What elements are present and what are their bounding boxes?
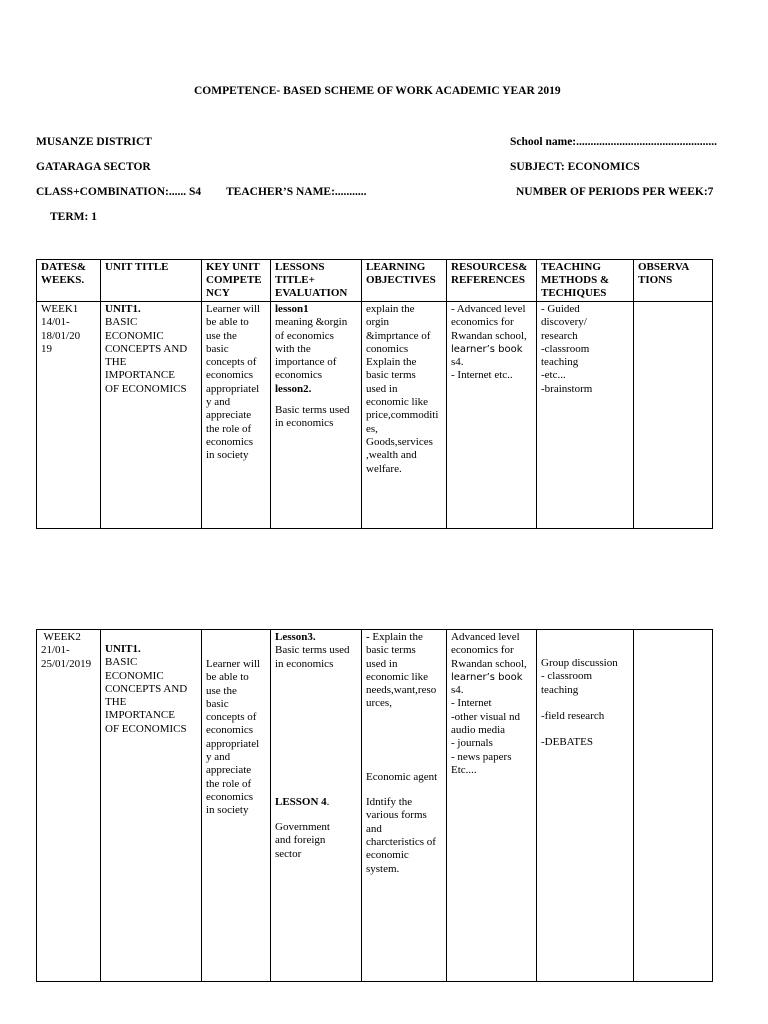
text-line: the role of (206, 422, 252, 435)
cell-unit-title (101, 630, 202, 982)
text-block (541, 261, 629, 300)
text-line: teaching (541, 356, 579, 369)
text-line: CONCEPTS AND (105, 342, 188, 355)
text-block (105, 316, 197, 396)
text-line: 18/01/20 (41, 329, 81, 342)
text-line: OF ECONOMICS (105, 722, 187, 735)
text-line: economics (206, 435, 254, 448)
learners-book-text: learner’s book (451, 671, 523, 683)
text-line: 21/01- (41, 644, 70, 657)
table-row (37, 630, 713, 982)
text-line: Basic terms used (275, 644, 350, 657)
text-block (451, 684, 532, 777)
table-header-row (37, 260, 713, 302)
text-line: be able to (206, 316, 249, 329)
text-line: basic terms (366, 369, 416, 382)
text-block (275, 821, 357, 861)
text-line: in economics (275, 657, 334, 670)
text-line: Idntify the (366, 796, 413, 809)
text-line: ECONOMIC (105, 669, 164, 682)
objective-dash: - (366, 631, 370, 643)
text-block (366, 261, 442, 287)
text-line: y and (206, 751, 231, 764)
text-line: orgin (366, 316, 390, 329)
header-dates-weeks (37, 260, 101, 302)
text-line: THE (105, 356, 127, 369)
cell-objectives (362, 630, 447, 982)
text-line: ECONOMIC (105, 329, 164, 342)
header-observations (634, 260, 713, 302)
text-block (366, 303, 442, 476)
lesson4-dot: . (326, 795, 330, 808)
scheme-table-week2 (36, 629, 713, 982)
cell-lessons (271, 630, 362, 982)
cell-key-competency (202, 302, 271, 529)
text-block (451, 303, 532, 343)
text-block (41, 261, 96, 287)
lesson3-title: Lesson3. (275, 631, 316, 643)
text-line: TIONS (638, 274, 673, 286)
cell-observations (634, 302, 713, 529)
header-resources-references (447, 260, 537, 302)
text-line: METHODS & (541, 274, 610, 286)
text-line: BASIC (105, 316, 138, 329)
text-line: LESSONS (275, 261, 325, 273)
text-line: concepts of (206, 711, 257, 724)
text-block (206, 658, 266, 818)
text-line: 14/01- (41, 316, 70, 329)
header-lessons-title (271, 260, 362, 302)
text-line: needs,want,reso (366, 684, 437, 697)
learners-book-text: learner’s book (451, 343, 523, 355)
header-unit-title (101, 260, 202, 302)
text-block (451, 631, 532, 671)
cell-dates (37, 302, 101, 529)
lesson1-title: lesson1 (275, 303, 309, 315)
objective-first: Explain the (369, 631, 423, 643)
text-line: BASIC (105, 656, 138, 669)
text-line: EVALUATION (275, 287, 348, 299)
text-line: basic (206, 342, 229, 355)
text-line: system. (366, 862, 400, 875)
text-line: economic (366, 849, 409, 862)
text-line: DATES& (41, 261, 87, 273)
text-line: OBJECTIVES (366, 274, 436, 286)
text-line: Goods,services (366, 435, 433, 448)
text-line: appreciate (206, 764, 252, 777)
text-line: economic like (366, 396, 429, 409)
text-line: WEEK2 (41, 631, 81, 643)
header-teaching-methods (537, 260, 634, 302)
subject-label: SUBJECT: ECONOMICS (510, 161, 640, 173)
text-line: with the (275, 342, 311, 355)
text-line: - journals (451, 737, 493, 750)
teaching-field-research: -field research (541, 709, 605, 722)
text-line: CONCEPTS AND (105, 682, 188, 695)
text-line: sector (275, 847, 302, 860)
text-block (105, 656, 197, 736)
text-block (451, 356, 532, 383)
cell-resources (447, 630, 537, 982)
text-line: be able to (206, 671, 249, 684)
text-line: audio media (451, 724, 506, 737)
text-line: economics (275, 369, 323, 382)
text-block (366, 644, 442, 710)
text-line: KEY UNIT (206, 261, 260, 273)
text-line: WEEKS. (41, 274, 85, 286)
text-line: economics (206, 790, 254, 803)
cell-teaching-methods (537, 630, 634, 982)
text-line: UNIT TITLE (105, 261, 169, 273)
table-row (37, 302, 713, 529)
text-line: concepts of (206, 356, 257, 369)
sector-label: GATARAGA SECTOR (36, 161, 151, 173)
text-block (451, 261, 532, 287)
text-block (541, 303, 629, 396)
text-line: in society (206, 804, 249, 817)
text-line: economics (206, 724, 254, 737)
text-block (275, 261, 357, 300)
text-line: IMPORTANCE (105, 709, 175, 722)
text-line: - news papers (451, 750, 512, 763)
lesson2-title: lesson2. (275, 382, 312, 395)
text-line: economics for (451, 316, 514, 329)
cell-key-competency (202, 630, 271, 982)
text-block (275, 644, 357, 671)
text-line: Rwandan school, (451, 329, 527, 342)
text-line: the role of (206, 777, 252, 790)
text-line: - Advanced level (451, 303, 526, 315)
text-line: in society (206, 449, 249, 462)
document-title: COMPETENCE- BASED SCHEME OF WORK ACADEMIC YEAR 2019 (194, 85, 561, 97)
scheme-table-week1 (36, 259, 713, 529)
teacher-name-label: TEACHER’S NAME:........... (226, 186, 367, 198)
text-line: IMPORTANCE (105, 369, 175, 382)
text-line: -other visual nd (451, 710, 521, 723)
text-line: NCY (206, 287, 230, 299)
term-label: TERM: 1 (50, 211, 97, 223)
text-line: &imprtance of (366, 329, 431, 342)
text-line: importance of (275, 356, 337, 369)
cell-unit-title (101, 302, 202, 529)
text-line: es, (366, 422, 378, 435)
text-line: 25/01/2019 (41, 657, 92, 670)
text-line: COMPETE (206, 274, 262, 286)
text-line: RESOURCES& (451, 261, 528, 273)
district-label: MUSANZE DISTRICT (36, 136, 152, 148)
text-line: basic terms (366, 644, 416, 657)
text-block (638, 261, 708, 287)
text-line: s4. (451, 356, 464, 369)
periods-per-week-label: NUMBER OF PERIODS PER WEEK:7 (516, 186, 714, 198)
text-line: used in (366, 657, 398, 670)
objective-economic-agent: Economic agent (366, 770, 438, 783)
text-line: discovery/ (541, 316, 587, 329)
text-line: Group discussion (541, 657, 618, 669)
school-name-label: School name:................................................. (510, 136, 717, 148)
text-line: meaning &orgin (275, 316, 348, 329)
text-line: y and (206, 396, 231, 409)
text-line: appropriatel (206, 382, 260, 395)
text-line: - Internet etc.. (451, 369, 513, 382)
text-line: welfare. (366, 462, 402, 475)
text-line: conomics (366, 342, 409, 355)
text-block (41, 303, 96, 356)
text-line: s4. (451, 684, 464, 697)
text-line: WEEK1 (41, 303, 79, 315)
text-line: urces, (366, 697, 392, 710)
text-line: -brainstorm (541, 382, 593, 395)
text-line: Government (275, 821, 330, 834)
text-line: -etc... (541, 369, 566, 382)
text-line: charcteristics of (366, 835, 436, 848)
text-line: use the (206, 684, 237, 697)
text-block (541, 657, 629, 697)
unit-number: UNIT1. (105, 303, 141, 315)
cell-resources (447, 302, 537, 529)
text-block (366, 796, 442, 876)
text-line: TEACHING (541, 261, 601, 273)
text-line: various forms (366, 809, 427, 822)
text-line: explain the (366, 303, 415, 315)
text-line: Etc.... (451, 763, 477, 776)
text-line: Advanced level (451, 631, 520, 643)
text-line: THE (105, 696, 127, 709)
text-line: price,commoditi (366, 409, 439, 422)
text-line: economic like (366, 670, 429, 683)
text-line: - classroom (541, 670, 593, 683)
teaching-debates: -DEBATES (541, 736, 593, 749)
text-block (275, 404, 357, 431)
text-line: Learner will (206, 658, 261, 670)
text-line: OF ECONOMICS (105, 382, 187, 395)
cell-objectives (362, 302, 447, 529)
text-line: TITLE+ (275, 274, 315, 286)
text-line: Rwandan school, (451, 657, 527, 670)
text-line: Basic terms used (275, 404, 350, 417)
text-block (105, 261, 197, 274)
text-line: Explain the (366, 356, 417, 369)
text-line: -classroom (541, 342, 590, 355)
text-line: 19 (41, 342, 52, 355)
text-line: OBSERVA (638, 261, 690, 273)
class-combination-label: CLASS+COMBINATION:...... S4 (36, 186, 202, 198)
text-line: Learner will (206, 303, 261, 315)
header-key-unit-competency (202, 260, 271, 302)
cell-lessons (271, 302, 362, 529)
unit-number: UNIT1. (105, 643, 141, 655)
cell-dates (37, 630, 101, 982)
text-line: research (541, 329, 578, 342)
text-block (275, 316, 357, 382)
text-line: economics (206, 369, 254, 382)
text-line: and foreign (275, 834, 326, 847)
text-block (206, 303, 266, 463)
text-line: ,wealth and (366, 449, 417, 462)
text-line: basic (206, 697, 229, 710)
text-line: TECHIQUES (541, 287, 607, 299)
text-block (41, 631, 96, 671)
text-line: LEARNING (366, 261, 426, 273)
text-line: and (366, 822, 382, 835)
cell-observations (634, 630, 713, 982)
text-block (206, 261, 266, 300)
text-line: economics for (451, 644, 514, 657)
text-line: - Guided (541, 303, 580, 315)
text-line: used in (366, 382, 398, 395)
header-learning-objectives (362, 260, 447, 302)
text-line: appropriatel (206, 737, 260, 750)
text-line: in economics (275, 417, 334, 430)
lesson4-title: LESSON 4 (275, 795, 327, 808)
text-line: appreciate (206, 409, 252, 422)
cell-teaching-methods (537, 302, 634, 529)
text-line: - Internet (451, 697, 492, 710)
text-line: of economics (275, 329, 334, 342)
text-line: teaching (541, 683, 579, 696)
text-line: use the (206, 329, 237, 342)
text-line: REFERENCES (451, 274, 525, 286)
